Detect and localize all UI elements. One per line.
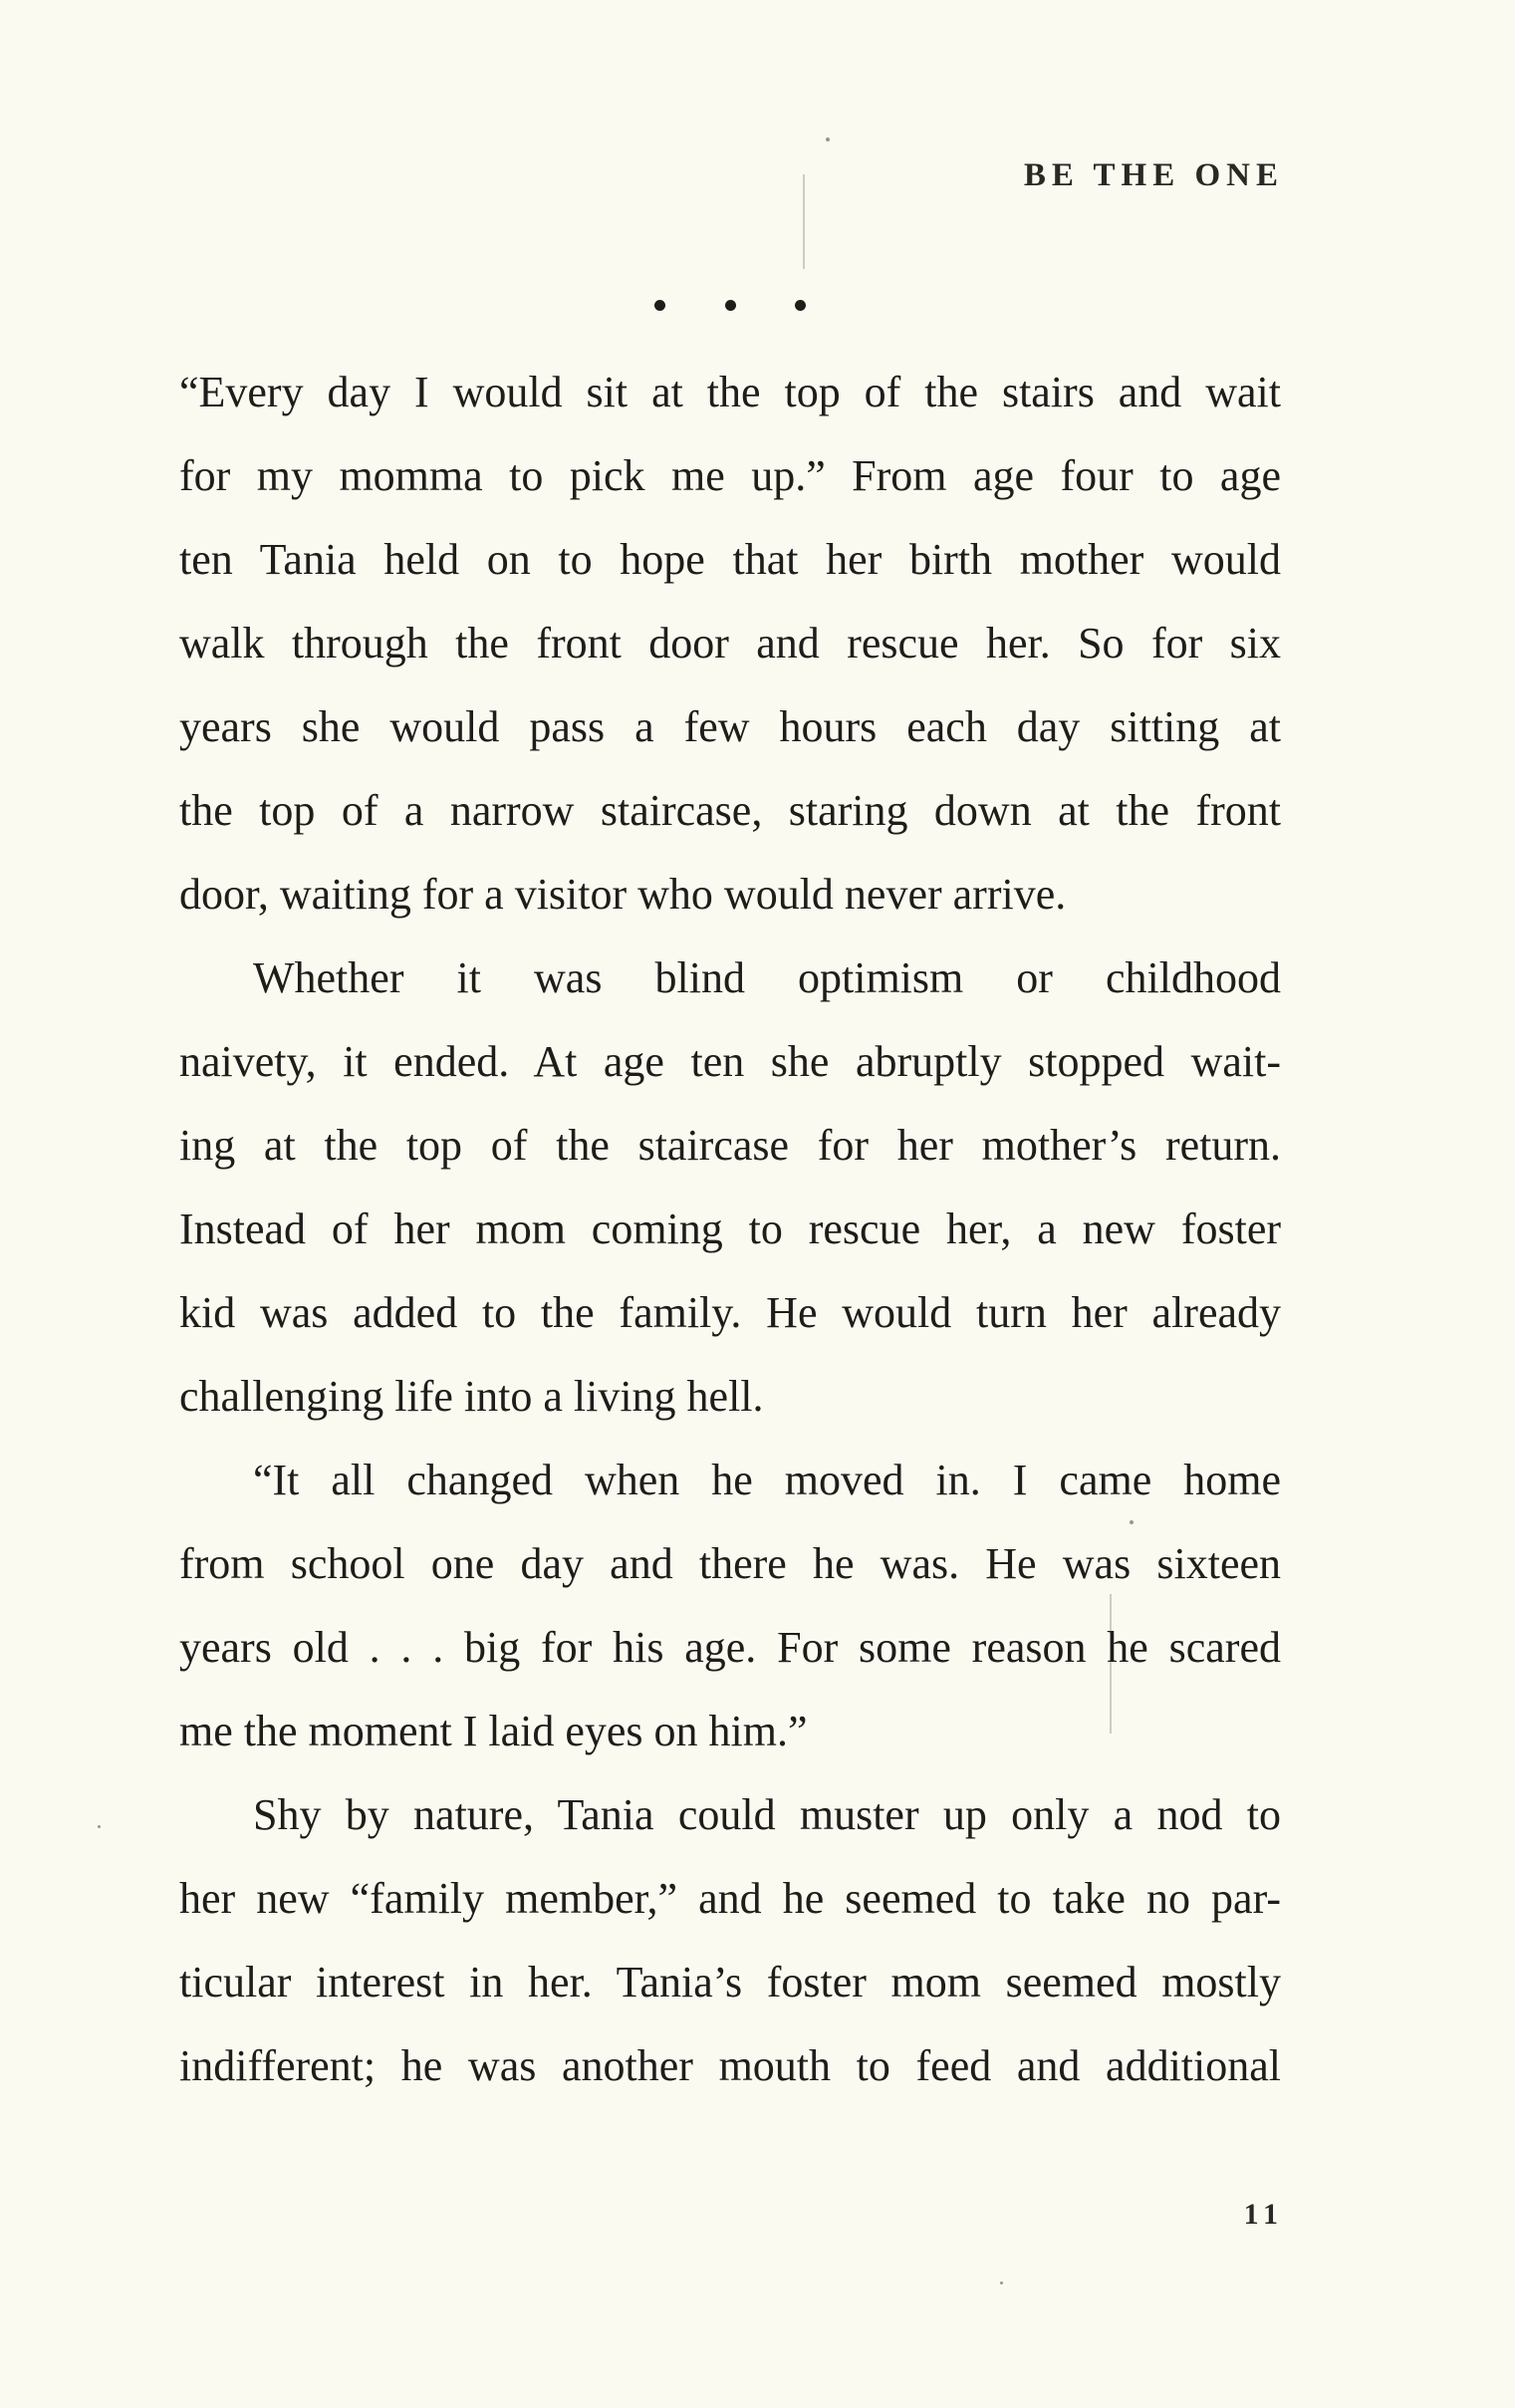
text-line: Whether it was blind optimism or childhood [253, 953, 1281, 1002]
text-line: indifferent; he was another mouth to feed and additional [179, 2041, 1281, 2090]
scan-speck [1000, 2281, 1003, 2284]
paragraph [179, 1773, 1281, 2108]
scan-mark [803, 174, 805, 269]
text-line: her new “family member,” and he seemed to take no par- [179, 1874, 1281, 1923]
text-line: Shy by nature, Tania could muster up only a nod to [253, 1790, 1281, 1839]
text-line: door, waiting for a visitor who would never arrive. [179, 870, 1067, 919]
text-line: me the moment I laid eyes on him.” [179, 1707, 808, 1755]
section-break-dot [795, 300, 806, 311]
text-line: “It all changed when he moved in. I came home [253, 1456, 1281, 1504]
text-line: kid was added to the family. He would turn her already [179, 1288, 1281, 1337]
text-line: years old . . . big for his age. For some reason he scared [179, 1623, 1281, 1672]
text-line: ten Tania held on to hope that her birth mother would [179, 535, 1281, 584]
text-line: naivety, it ended. At age ten she abruptly stopped wait- [179, 1037, 1281, 1086]
running-head: BE THE ONE [1023, 157, 1284, 193]
page-number: 11 [1243, 2198, 1284, 2231]
text-line: challenging life into a living hell. [179, 1372, 764, 1421]
text-line: Instead of her mom coming to rescue her, a new foster [179, 1204, 1281, 1253]
text-line: walk through the front door and rescue her. So for six [179, 619, 1281, 668]
body-text [179, 351, 1281, 2108]
text-line: from school one day and there he was. He was sixteen [179, 1539, 1281, 1588]
paragraph [179, 1439, 1281, 1773]
paragraph [179, 936, 1281, 1439]
scan-speck [826, 137, 830, 141]
section-break-dot [654, 300, 665, 311]
text-line: ticular interest in her. Tania’s foster mom seemed mostly [179, 1958, 1281, 2007]
paragraph [179, 351, 1281, 936]
text-line: ing at the top of the staircase for her mother’s return. [179, 1121, 1281, 1170]
text-line: years she would pass a few hours each day sitting at [179, 702, 1281, 751]
section-break-dot [725, 300, 736, 311]
text-line: for my momma to pick me up.” From age four to age [179, 451, 1281, 500]
text-line: “Every day I would sit at the top of the stairs and wait [179, 368, 1281, 416]
scan-speck [98, 1825, 101, 1828]
section-break [0, 264, 1515, 324]
text-line: the top of a narrow staircase, staring down at the front [179, 786, 1281, 835]
